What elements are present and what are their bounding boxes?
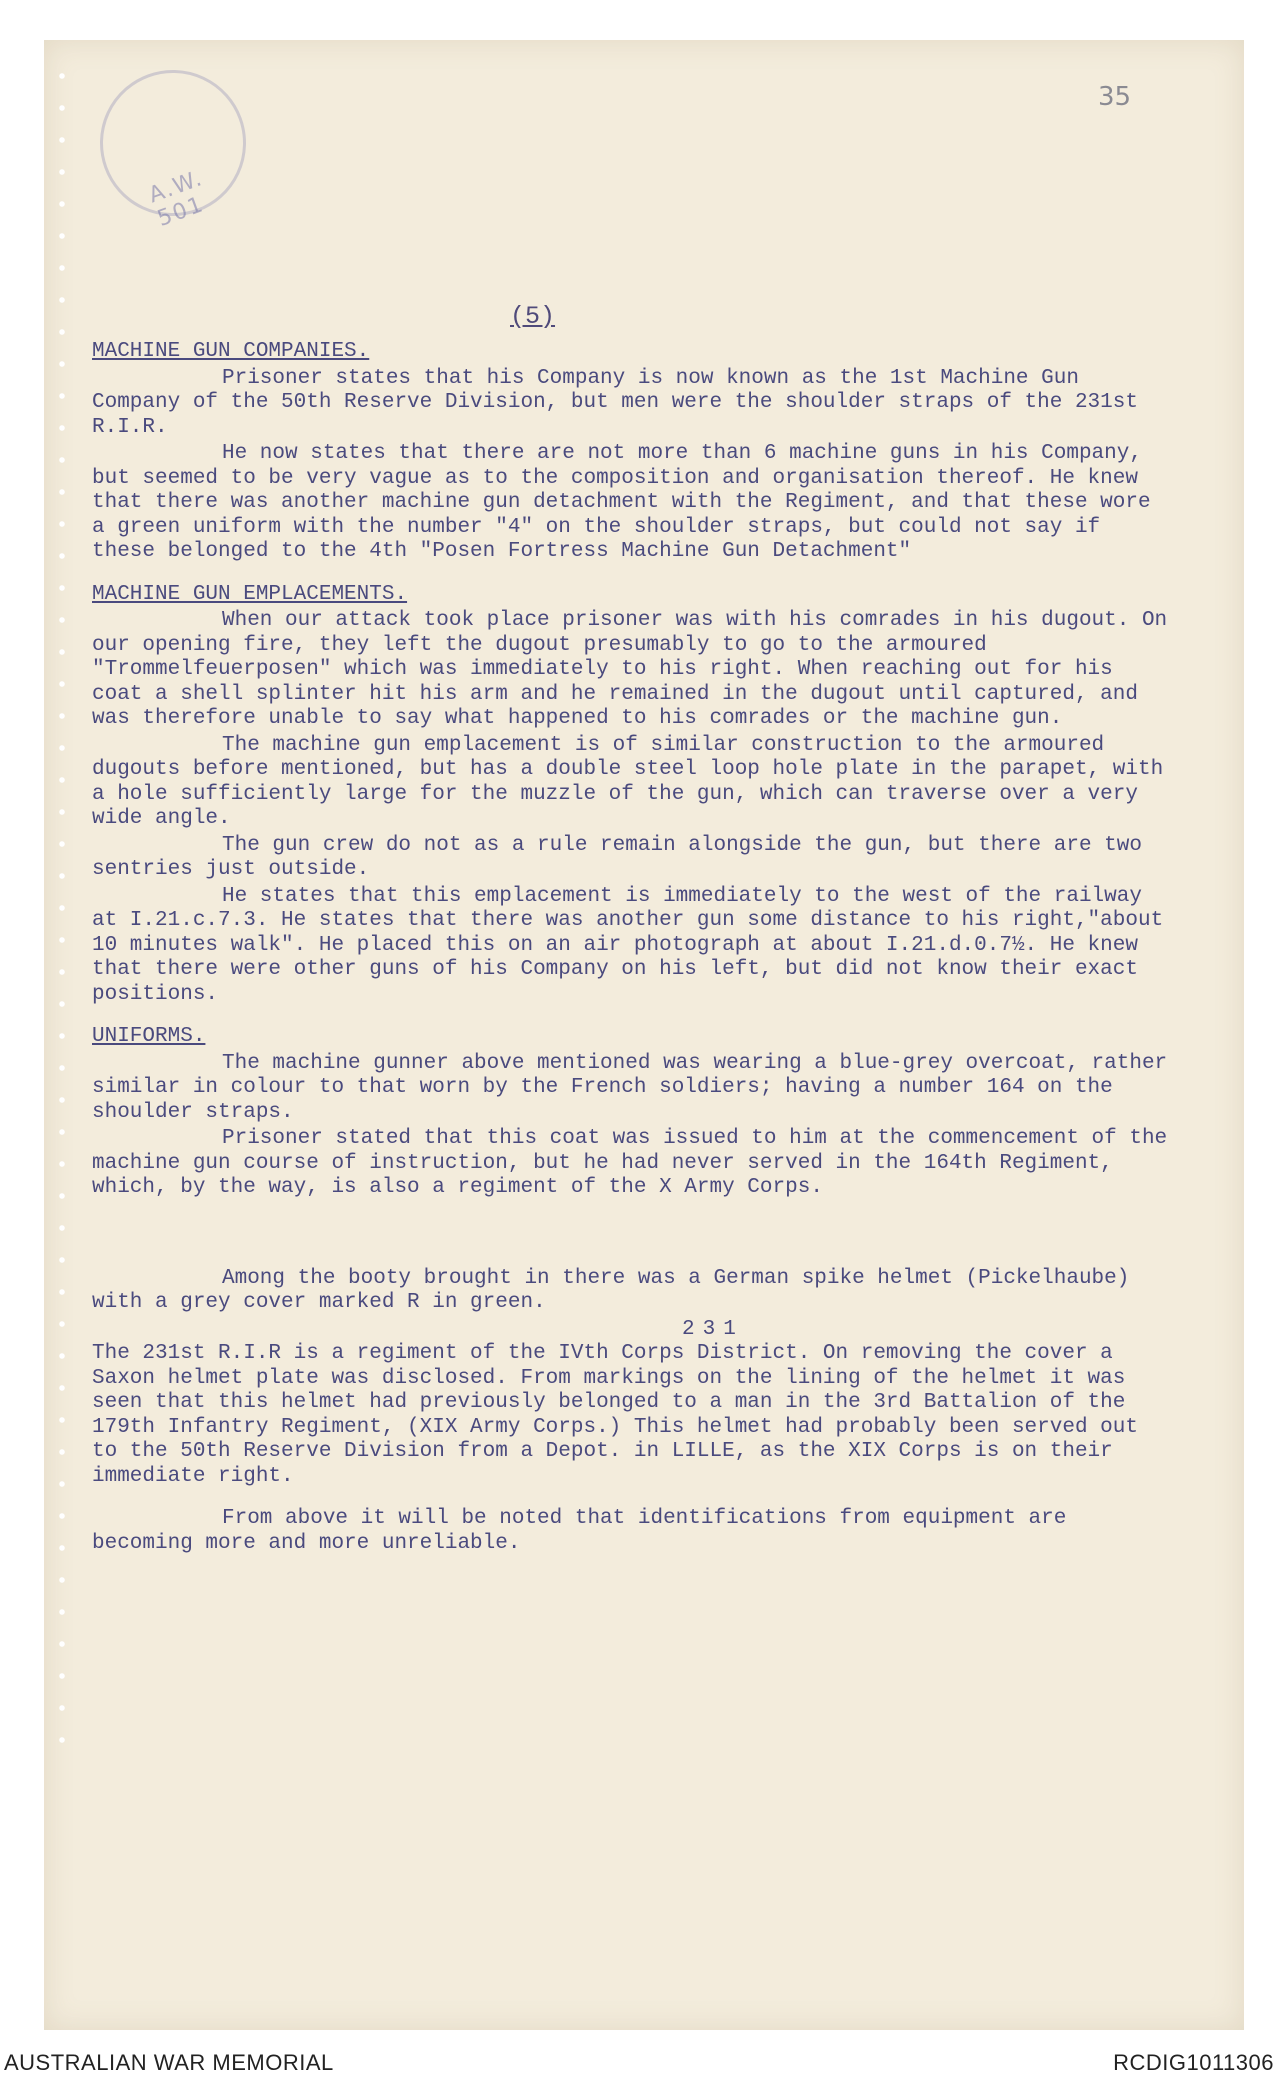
paragraph: The machine gunner above mentioned was wearing a blue-grey overcoat, rather similar in colour to that worn by the French soldiers; having a number 164 on the shoulder straps.: [92, 1051, 1168, 1124]
stamp-text: A.W. 501: [145, 165, 208, 232]
paragraph: The gun crew do not as a rule remain alongside the gun, but there are two sentries just outside.: [92, 833, 1142, 881]
section-booty: [92, 1267, 1172, 1490]
section-conclusion: [92, 1507, 1172, 1556]
paragraph: When our attack took place prisoner was with his comrades in his dugout. On our opening fire, they left the dugout presumably to go to the armoured "Trommelfeuerposen" which was immediately to his right. When reaching out for his coat a shell splinter hit his arm and he remained in the dugout until captured, and was therefore unable to say what happened to his comrades or the machine gun.: [92, 609, 1168, 730]
document-body: [92, 340, 1172, 1574]
perforated-edge: [58, 60, 66, 1760]
section-machine-gun-companies: [92, 340, 1172, 565]
spacer: [92, 1219, 1172, 1267]
paragraph: Among the booty brought in there was a German spike helmet (Pickelhaube) with a grey cover marked R in green.: [92, 1266, 1130, 1314]
section-uniforms: [92, 1025, 1172, 1201]
paragraph: The machine gun emplacement is of similar construction to the armoured dugouts before mentioned, but has a double steel loop hole plate in the parapet, with a hole sufficiently large for the muzzle of the gun, which can traverse over a very wide angle.: [92, 733, 1164, 830]
regiment-marking: 231: [682, 1317, 744, 1341]
section-heading: MACHINE GUN EMPLACEMENTS.: [92, 582, 408, 606]
footer-source: AUSTRALIAN WAR MEMORIAL: [4, 2050, 334, 2075]
paragraph: He states that this emplacement is immediately to the west of the railway at I.21.c.7.3. He states that there was another gun some distance to his right,"about 10 minutes walk". He placed this on an air photograph at about I.21.d.0.7½. He knew that there were other guns of his Company on his left, but did not know their exact positions.: [92, 884, 1164, 1006]
paragraph: From above it will be noted that identifications from equipment are becoming more and more unreliable.: [92, 1507, 1067, 1555]
paragraph: He now states that there are not more than 6 machine guns in his Company, but seemed to be very vague as to the composition and organisation thereof. He knew that there was another machine gun detachment with the Regiment, and that these wore a green uniform with the number "4" on the shoulder straps, but could not say if these belonged to the 4th "Posen Fortress Machine Gun Detachment": [92, 442, 1151, 563]
paragraph: Prisoner states that his Company is now known as the 1st Machine Gun Company of the 50th Reserve Division, but men were the shoulder straps of the 231st R.I.R.: [92, 366, 1138, 439]
section-heading: MACHINE GUN COMPANIES.: [92, 340, 370, 363]
paragraph: The 231st R.I.R is a regiment of the IVth Corps District. On removing the cover a Saxon helmet plate was disclosed. From markings on the lining of the helmet it was seen that this helmet had previously belonged to a man in the 3rd Battalion of the 179th Infantry Regiment, (XIX Army Corps.) This helmet had probably been served out to the 50th Reserve Division from a Depot. in LILLE, as the XIX Corps is on their immediate right.: [92, 1342, 1138, 1488]
section-machine-gun-emplacements: [92, 583, 1172, 1008]
page-title: (5): [510, 302, 556, 331]
footer-record-id: RCDIG1011306: [1113, 2050, 1274, 2075]
section-heading: UNIFORMS.: [92, 1025, 206, 1048]
folio-number: 35: [1098, 82, 1132, 112]
paragraph: Prisoner stated that this coat was issued to him at the commencement of the machine gun course of instruction, but he had never served in the 164th Regiment, which, by the way, is also a regiment of the X Army Corps.: [92, 1127, 1168, 1199]
